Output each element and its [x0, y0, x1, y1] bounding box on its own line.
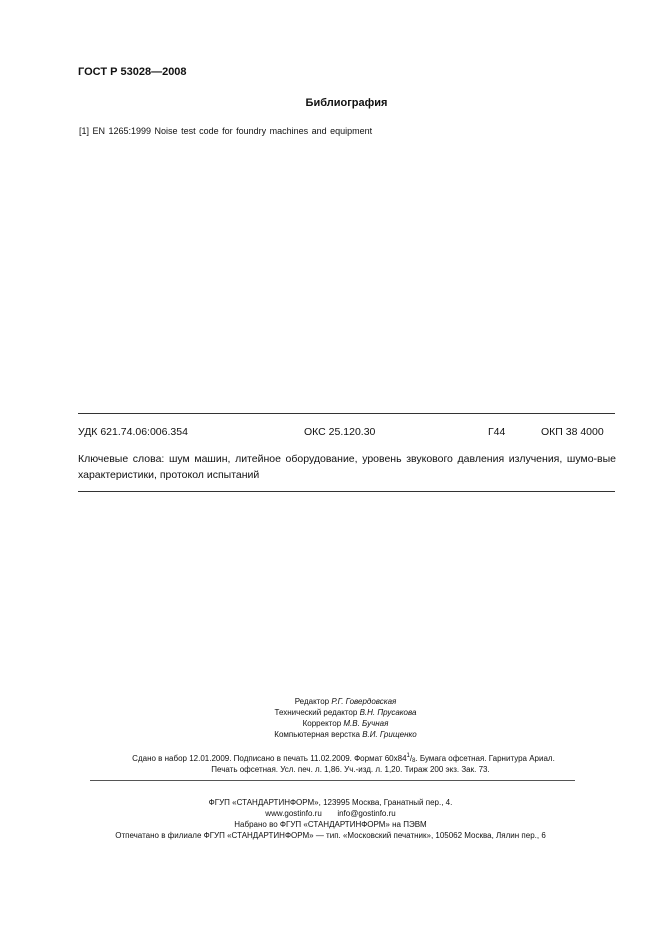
staff-line: Корректор М.В. Бучная: [302, 719, 389, 728]
publisher-website[interactable]: www.gostinfo.ru: [265, 809, 322, 818]
okp-code: ОКП 38 4000: [541, 426, 604, 438]
keywords: Ключевые слова: шум машин, литейное оборудование, уровень звукового давления излучения, шумо-вые характеристики, протокол испытаний: [78, 453, 616, 481]
staff-line: Компьютерная верстка В.И. Грищенко: [274, 730, 417, 739]
group-code: Г44: [488, 426, 506, 438]
imprint-line-1: Сдано в набор 12.01.2009. Подписано в печать 11.02.2009. Формат $60x84^1/_8$. Бумага офсетная. Гарнитура Ариал.: [132, 753, 555, 764]
bibliography-title: Библиография: [305, 97, 388, 109]
publisher-contacts: [0, 809, 661, 818]
standard-id: ГОСТ Р 53028—2008: [78, 66, 187, 78]
imprint-separator: [90, 780, 575, 781]
oks-code: ОКС 25.120.30: [304, 426, 376, 438]
staff-line: Редактор Р.Г. Говердовская: [294, 697, 397, 706]
publisher-email[interactable]: info@gostinfo.ru: [337, 809, 396, 818]
imprint-line-2: Печать офсетная. Усл. печ. л. 1,86. Уч.-изд. л. 1,20. Тираж 200 экз. Зак. 73.: [211, 765, 490, 774]
classification-row: [78, 426, 615, 440]
divider-top: [78, 413, 615, 414]
typeset-line: Набрано во ФГУП «СТАНДАРТИНФОРМ» на ПЭВМ: [234, 820, 427, 829]
printing-line: Отпечатано в филиале ФГУП «СТАНДАРТИНФОРМ» — тип. «Московский печатник», 105062 Москва, Лялин пер., 6: [115, 831, 546, 840]
udk-code: УДК 621.74.06:006.354: [78, 426, 188, 438]
publisher-line: ФГУП «СТАНДАРТИНФОРМ», 123995 Москва, Гранатный пер., 4.: [208, 798, 453, 807]
bibliography-entry: [1] EN 1265:1999 Noise test code for foundry machines and equipment: [79, 126, 373, 136]
staff-line: Технический редактор В.Н. Прусакова: [274, 708, 417, 717]
divider-bottom: [78, 491, 615, 492]
